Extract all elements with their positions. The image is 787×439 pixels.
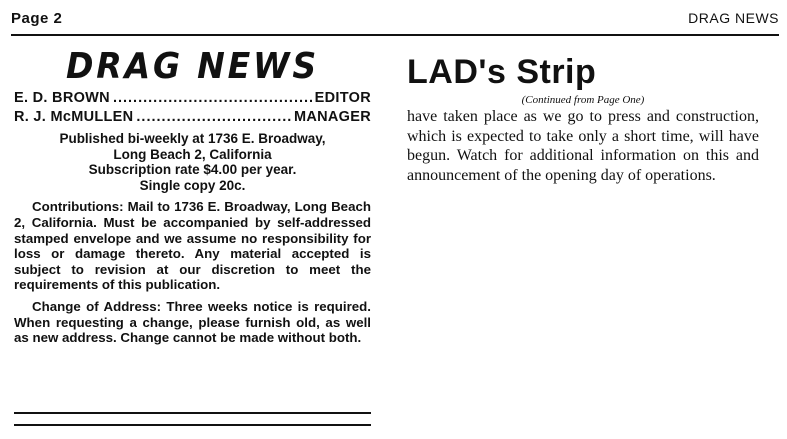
header-rule [11, 34, 779, 36]
staff-role: MANAGER [293, 109, 371, 125]
publication-info [14, 131, 371, 193]
publication-line: Published bi-weekly at 1736 E. Broadway, [59, 131, 326, 146]
masthead-bottom-rule [14, 412, 371, 414]
masthead-bottom-rule [14, 424, 371, 426]
story-body: have taken place as we go to press and construction, which is expected to take only a short time, will have begun. Watch for additional information on this and announcement of the opening day of operations. [407, 108, 759, 184]
story [407, 52, 759, 185]
staff-row-manager [14, 109, 371, 126]
staff-name: R. J. McMULLEN [14, 109, 134, 125]
story-headline: LAD's Strip [407, 53, 597, 91]
page-header [11, 10, 779, 32]
leader-dots [113, 90, 312, 107]
leader-dots [136, 109, 291, 126]
continued-line: (Continued from Page One) [521, 94, 645, 106]
staff-name: E. D. BROWN [14, 90, 110, 106]
publication-line: Long Beach 2, California [113, 146, 272, 162]
publication-line: Single copy 20c. [139, 177, 246, 193]
running-head: DRAG NEWS [688, 10, 779, 26]
page-number: Page 2 [11, 10, 63, 27]
staff-row-editor [14, 90, 371, 107]
publication-line: Subscription rate $4.00 per year. [88, 162, 297, 178]
staff-role: EDITOR [314, 90, 371, 106]
change-of-address-notice: Change of Address: Three weeks notice is required. When requesting a change, please furnish old, as well as new address. Change cannot be made without both. [14, 298, 371, 346]
contributions-notice: Contributions: Mail to 1736 E. Broadway, Long Beach 2, California. Must be accompanied by self-addressed stamped envelope and we assume no responsibility for loss or damage thereto. Any material accepted is subject to revision at our discretion to meet the requirements of this publication. [14, 199, 371, 293]
masthead [14, 46, 371, 346]
masthead-title: DRAG NEWS [66, 46, 319, 87]
